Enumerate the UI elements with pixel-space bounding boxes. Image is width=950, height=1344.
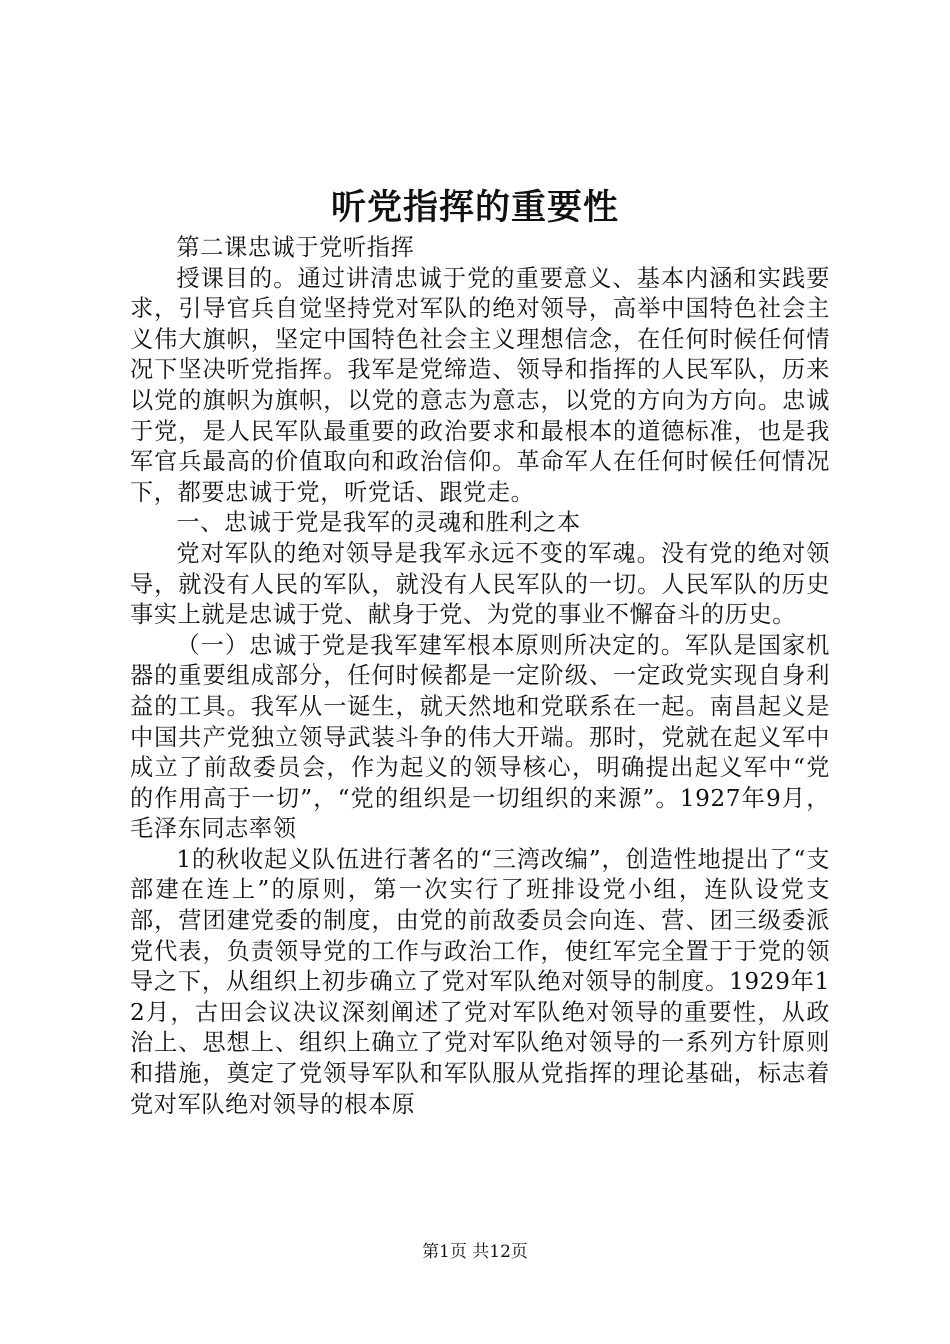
lesson-heading: 第二课忠诚于党听指挥: [176, 234, 415, 261]
paragraph-subsection-1: （一）忠诚于党是我军建军根本原则所决定的。军队是国家机器的重要组成部分，任何时候都是一定阶级、一定政党实现自身利益的工具。我军从一诞生，就天然地和党联系在一起。南昌起义是中国共产党独立领导武装斗争的伟大开端。那时，党就在起义军中成立了前敌委员会，作为起义的领导核心，明确提出起义军中“党的作用高于一切”，“党的组织是一切组织的来源”。1927年9月，毛泽东同志率领: [130, 631, 830, 843]
paragraph-military-soul: 党对军队的绝对领导是我军永远不变的军魂。没有党的绝对领导，就没有人民的军队，就没有人民军队的一切。人民军队的历史事实上就是忠诚于党、献身于党、为党的事业不懈奋斗的历史。: [130, 539, 830, 629]
document-body: [130, 233, 830, 1120]
page-footer: 第1页 共12页: [422, 1242, 528, 1262]
document-title: 听党指挥的重要性: [330, 187, 619, 228]
section-heading-1: 一、忠诚于党是我军的灵魂和胜利之本: [176, 509, 581, 537]
paragraph-sanwan-reorganization: 1的秋收起义队伍进行著名的“三湾改编”，创造性地提出了“支部建在连上”的原则，第一次实行了班排设党小组，连队设党支部，营团建党委的制度，由党的前敌委员会向连、营、团三级委派党代表，负责领导党的工作与政治工作，使红军完全置于于党的领导之下，从组织上初步确立了党对军队绝对领导的制度。1929年12月，古田会议决议深刻阐述了党对军队绝对领导的重要性，从政治上、思想上、组织上确立了党对军队绝对领导的一系列方针原则和措施，奠定了党领导军队和军队服从党指挥的理论基础，标志着党对军队绝对领导的根本原: [130, 845, 830, 1118]
paragraph-objective: 授课目的。通过讲清忠诚于党的重要意义、基本内涵和实践要求，引导官兵自觉坚持党对军队的绝对领导，高举中国特色社会主义伟大旗帜，坚定中国特色社会主义理想信念，在任何时候任何情况下坚决听党指挥。我军是党缔造、领导和指挥的人民军队，历来以党的旗帜为旗帜，以党的意志为意志，以党的方向为方向。忠诚于党，是人民军队最重要的政治要求和最根本的道德标准，也是我军官兵最高的价值取向和政治信仰。革命军人在任何时候任何情况下，都要忠诚于党，听党话、跟党走。: [130, 264, 830, 506]
